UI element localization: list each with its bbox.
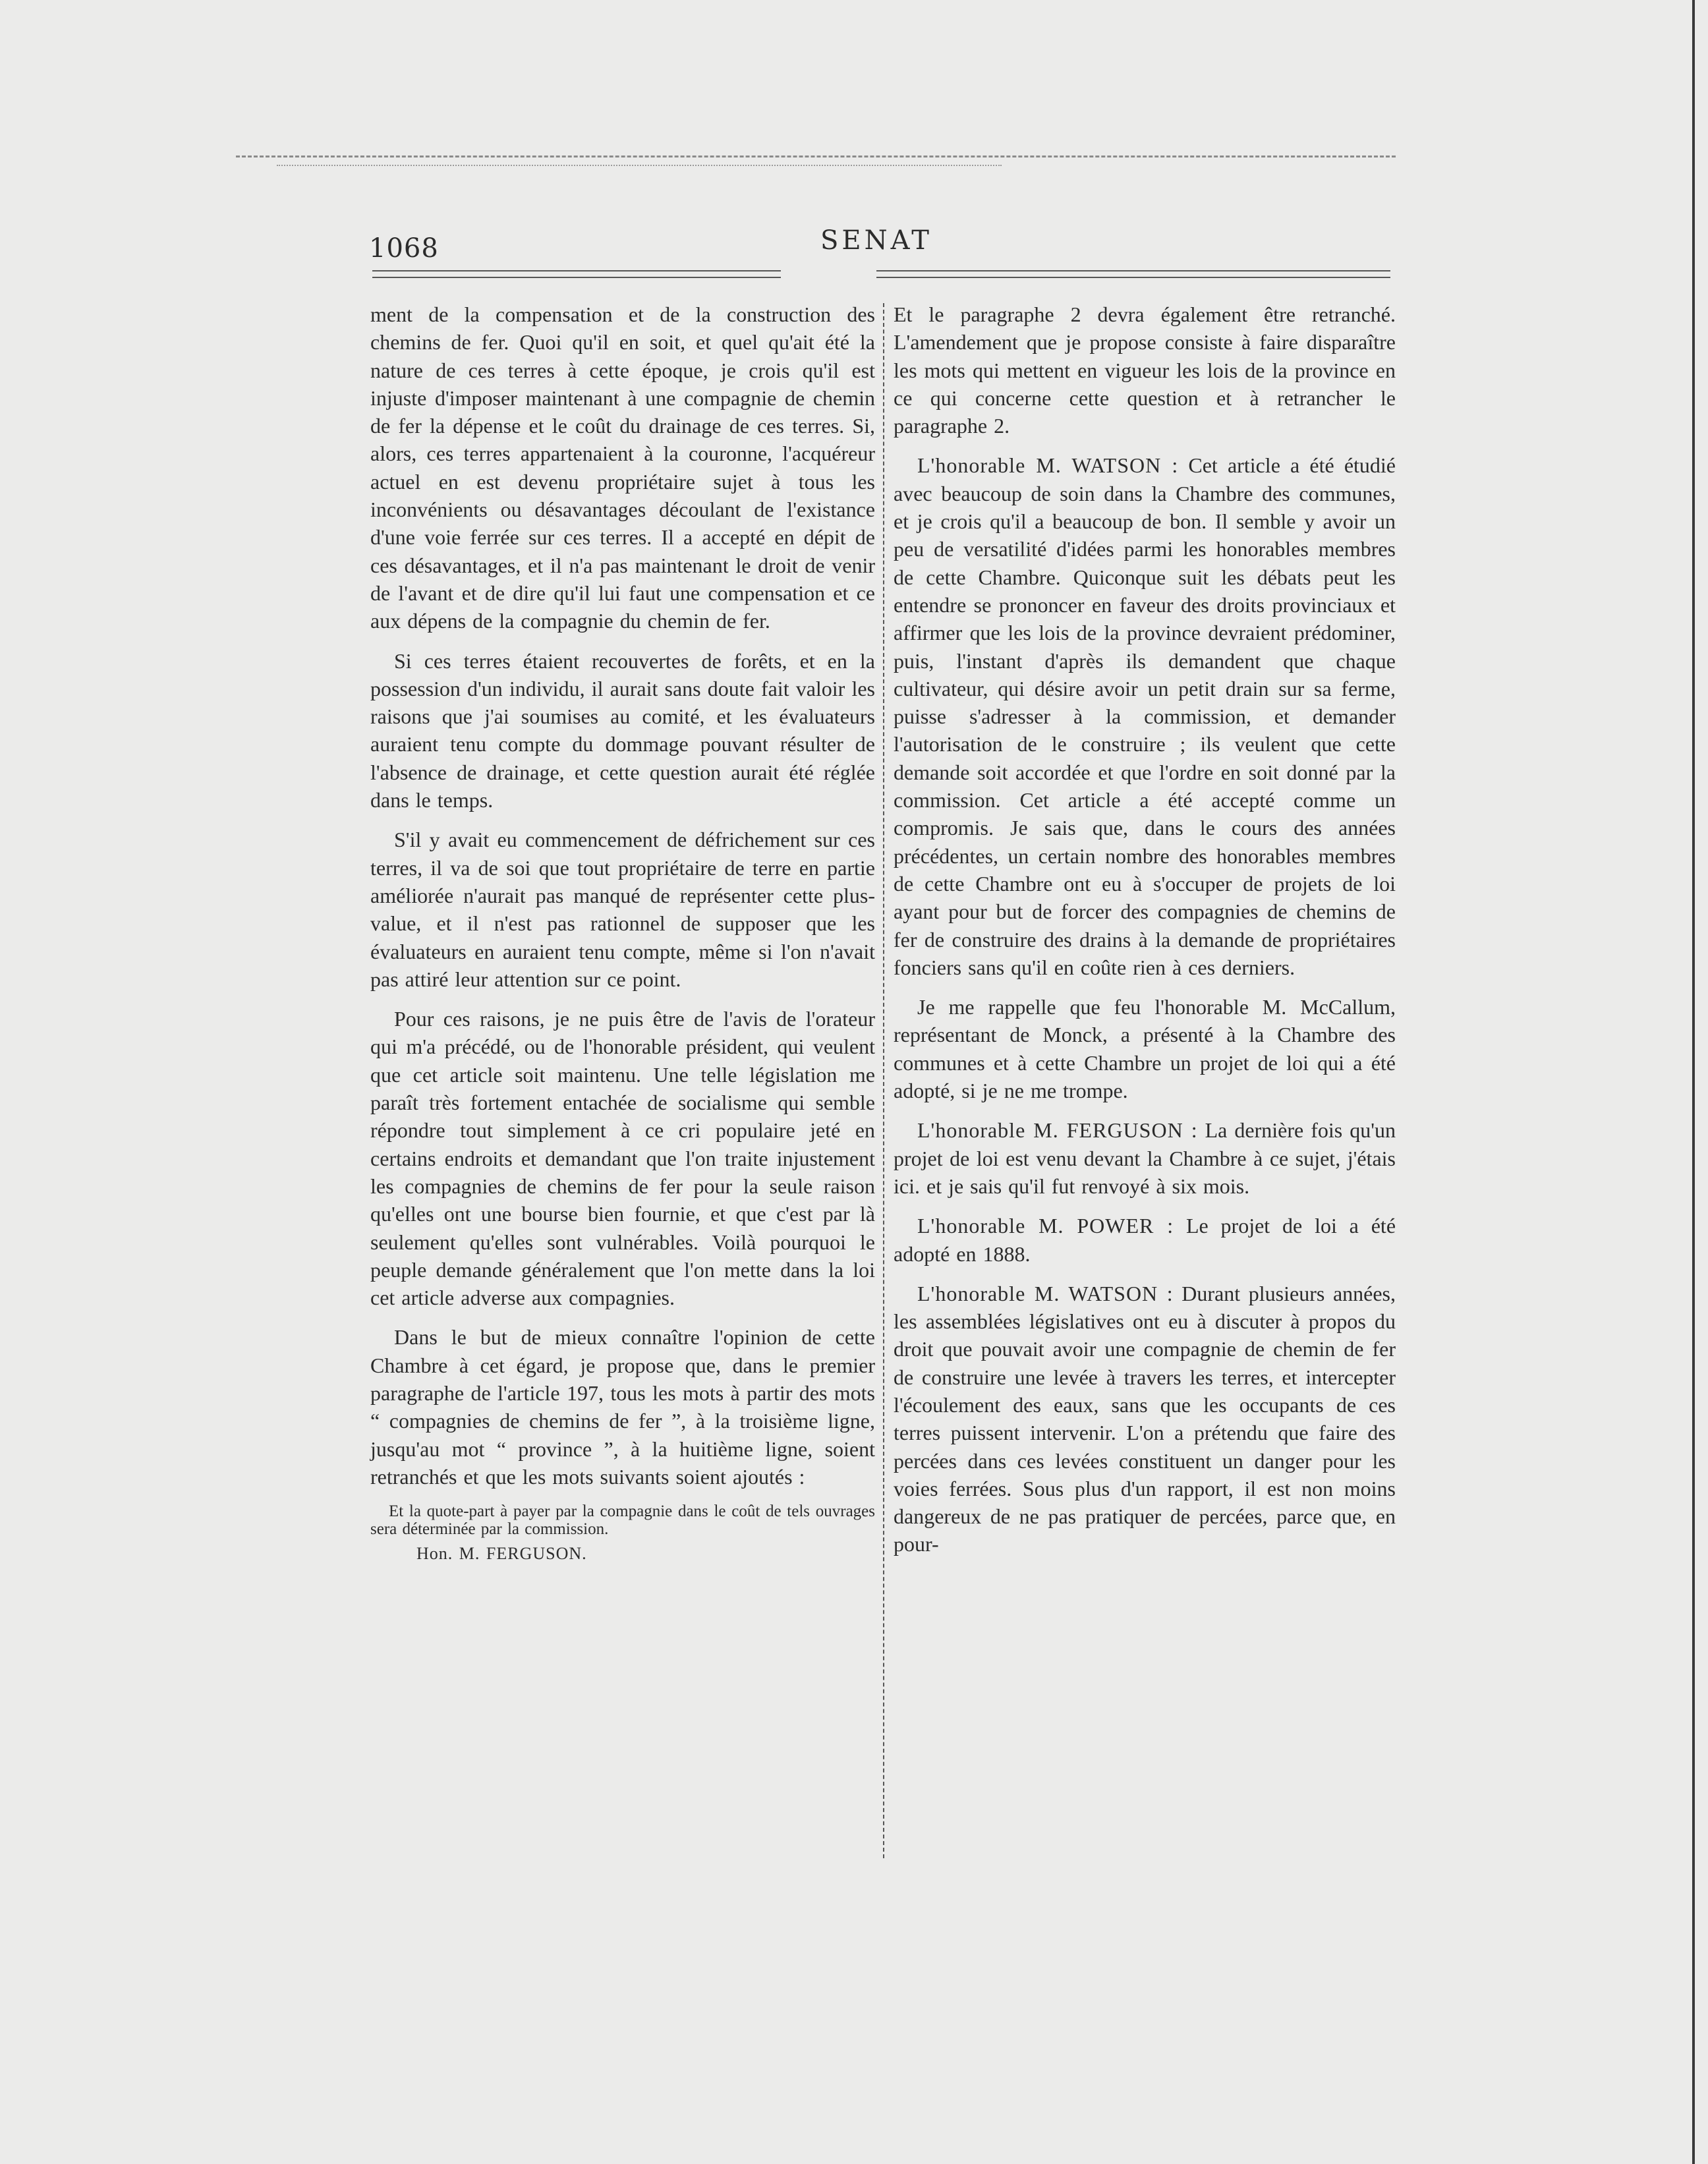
quoted-amendment: Et la quote-part à payer par la compagnie dans le coût de tels ouvrages sera déterminée par la commission.: [370, 1502, 875, 1539]
column-divider: [883, 303, 884, 1858]
speech-paragraph: [894, 451, 1396, 981]
scan-edge: [1692, 0, 1695, 2164]
paragraph-text: Je me rappelle que feu l'honorable M. McCallum, représentant de Monck, a présenté à la Chambre des communes et à cette Chambre un projet de loi qui a été adopté, si je ne me trompe.: [894, 995, 1396, 1103]
paragraph: Dans le but de mieux connaître l'opinion de cette Chambre à cet égard, je propose que, dans le premier paragraphe de l'article 197, tous les mots à partir des mots “ compagnies de chemins de fer ”, à la troisième ligne, jusqu'au mot “ province ”, à la huitième ligne, soient retranchés et que les mots suivants soient ajoutés :: [370, 1325, 875, 1489]
speaker-name: L'honorable M. POWER :: [917, 1214, 1174, 1238]
speech-paragraph: [894, 1280, 1396, 1558]
top-rule-secondary: [277, 165, 1002, 166]
top-rule: [236, 156, 1396, 157]
speaker-name: L'honorable M. FERGUSON :: [917, 1118, 1198, 1143]
running-title: SENAT: [820, 225, 932, 256]
speech-paragraph: [894, 1116, 1396, 1200]
speech-paragraph: [894, 1212, 1396, 1268]
paragraph-text: Et le paragraphe 2 devra également être retranché. L'amendement que je propose consiste à faire disparaître les mots qui mettent en vigueur les lois de la province en ce qui concerne cette question et à retrancher le paragraphe 2.: [894, 302, 1396, 438]
paragraph: [894, 993, 1396, 1104]
paragraph: ment de la compensation et de la construction des chemins de fer. Quoi qu'il en soit, et quel qu'ait été la nature de ces terres à cette époque, je crois qu'il est injuste d'imposer maintenant à une compagnie de chemin de fer la dépense et le coût du drainage de ces terres. Si, alors, ces terres appartenaient à la couronne, l'acquéreur actuel en est devenu propriétaire sujet à tous les inconvénients ou désavantages découlant de l'existance d'une voie ferrée sur ces terres. Il a accepté en dépit de ces désavantages, et il n'a pas maintenant le droit de venir de l'avant et de dire qu'il lui faut une compensation et ce aux dépens de la compagnie du chemin de fer.: [370, 302, 875, 633]
signature: Hon. M. FERGUSON.: [416, 1544, 587, 1564]
speaker-name: L'honorable M. WATSON :: [917, 453, 1179, 478]
header-rule-right: [876, 270, 1390, 278]
speech-text: Le projet de loi a été adopté en 1888.: [894, 1214, 1396, 1266]
paragraph: Pour ces raisons, je ne puis être de l'avis de l'orateur qui m'a précédé, ou de l'honorable président, qui veulent que cet article soit maintenu. Une telle législation me paraît très fortement entachée de socialisme qui semble répondre tout simplement à ce cri populaire jeté en certains endroits et demandant que l'on traite injustement les compagnies de chemins de fer pour la seule raison qu'elles ont une bourse bien fournie, et que c'est par là seulement qu'elles sont vulnérables. Voilà pourquoi le peuple demande généralement que l'on mette dans la loi cet article adverse aux compagnies.: [370, 1007, 875, 1310]
page-number: 1068: [369, 233, 439, 264]
left-column: [370, 300, 875, 1564]
speech-text: La dernière fois qu'un projet de loi est venu devant la Chambre à ce sujet, j'étais ici. et je sais qu'il fut renvoyé à six mois.: [894, 1118, 1396, 1198]
speaker-name: L'honorable M. WATSON :: [917, 1281, 1174, 1305]
speech-text: Cet article a été étudié avec beaucoup de soin dans la Chambre des communes, et je crois qu'il a beaucoup de bon. Il semble y avoir un peu de versatilité d'idées parmi les honorables membres de cette Chambre. Quiconque suit les débats peut les entendre se prononcer en faveur des droits provinciaux et affirmer que les lois de la province devraient prédominer, puis, l'instant d'après ils demandent que chaque cultivateur, qui désire avoir un petit drain sur sa ferme, puisse s'adresser à la commission, et demander l'autorisation de le construire ; ils veulent que cette demande soit accordée et que l'ordre en soit donné par la commission. Cet article a été accepté comme un compromis. Je sais que, dans le cours des années précédentes, un certain nombre des honorables membres de cette Chambre ont eu à s'occuper de projets de loi ayant pour but de forcer des compagnies de chemins de fer de construire des drains à la demande de propriétaires fonciers sans qu'il en coûte rien à ces derniers.: [894, 453, 1396, 979]
paragraph: S'il y avait eu commencement de défrichement sur ces terres, il va de soi que tout propriétaire de terre en partie améliorée n'aurait pas manqué de représenter cette plus-value, et il n'est pas rationnel de supposer que les évaluateurs en auraient tenu compte, même si l'on n'avait pas attiré leur attention sur ce point.: [370, 828, 875, 991]
right-column: [894, 300, 1396, 1570]
paragraph: [894, 300, 1396, 440]
paragraph: Si ces terres étaient recouvertes de forêts, et en la possession d'un individu, il aurait sans doute fait valoir les raisons que j'ai soumises au comité, et les évaluateurs auraient tenu compte du dommage pouvant résulter de l'absence de drainage, et cette question aurait été réglée dans le temps.: [370, 648, 875, 812]
speech-text: Durant plusieurs années, les assemblées législatives ont eu à discuter à propos du droit que pouvait avoir une compagnie de chemin de fer de construire une levée à travers les terres, et intercepter l'écoulement des eaux, sans que les occupants de ces terres puissent intervenir. L'on a prétendu que faire des percées dans ces levées constituent un danger pour les voies ferrées. Sous plus d'un rapport, il est non moins dangereux de ne pas pratiquer de percées, parce que, en pour-: [894, 1281, 1396, 1556]
header-rule-left: [372, 270, 781, 278]
